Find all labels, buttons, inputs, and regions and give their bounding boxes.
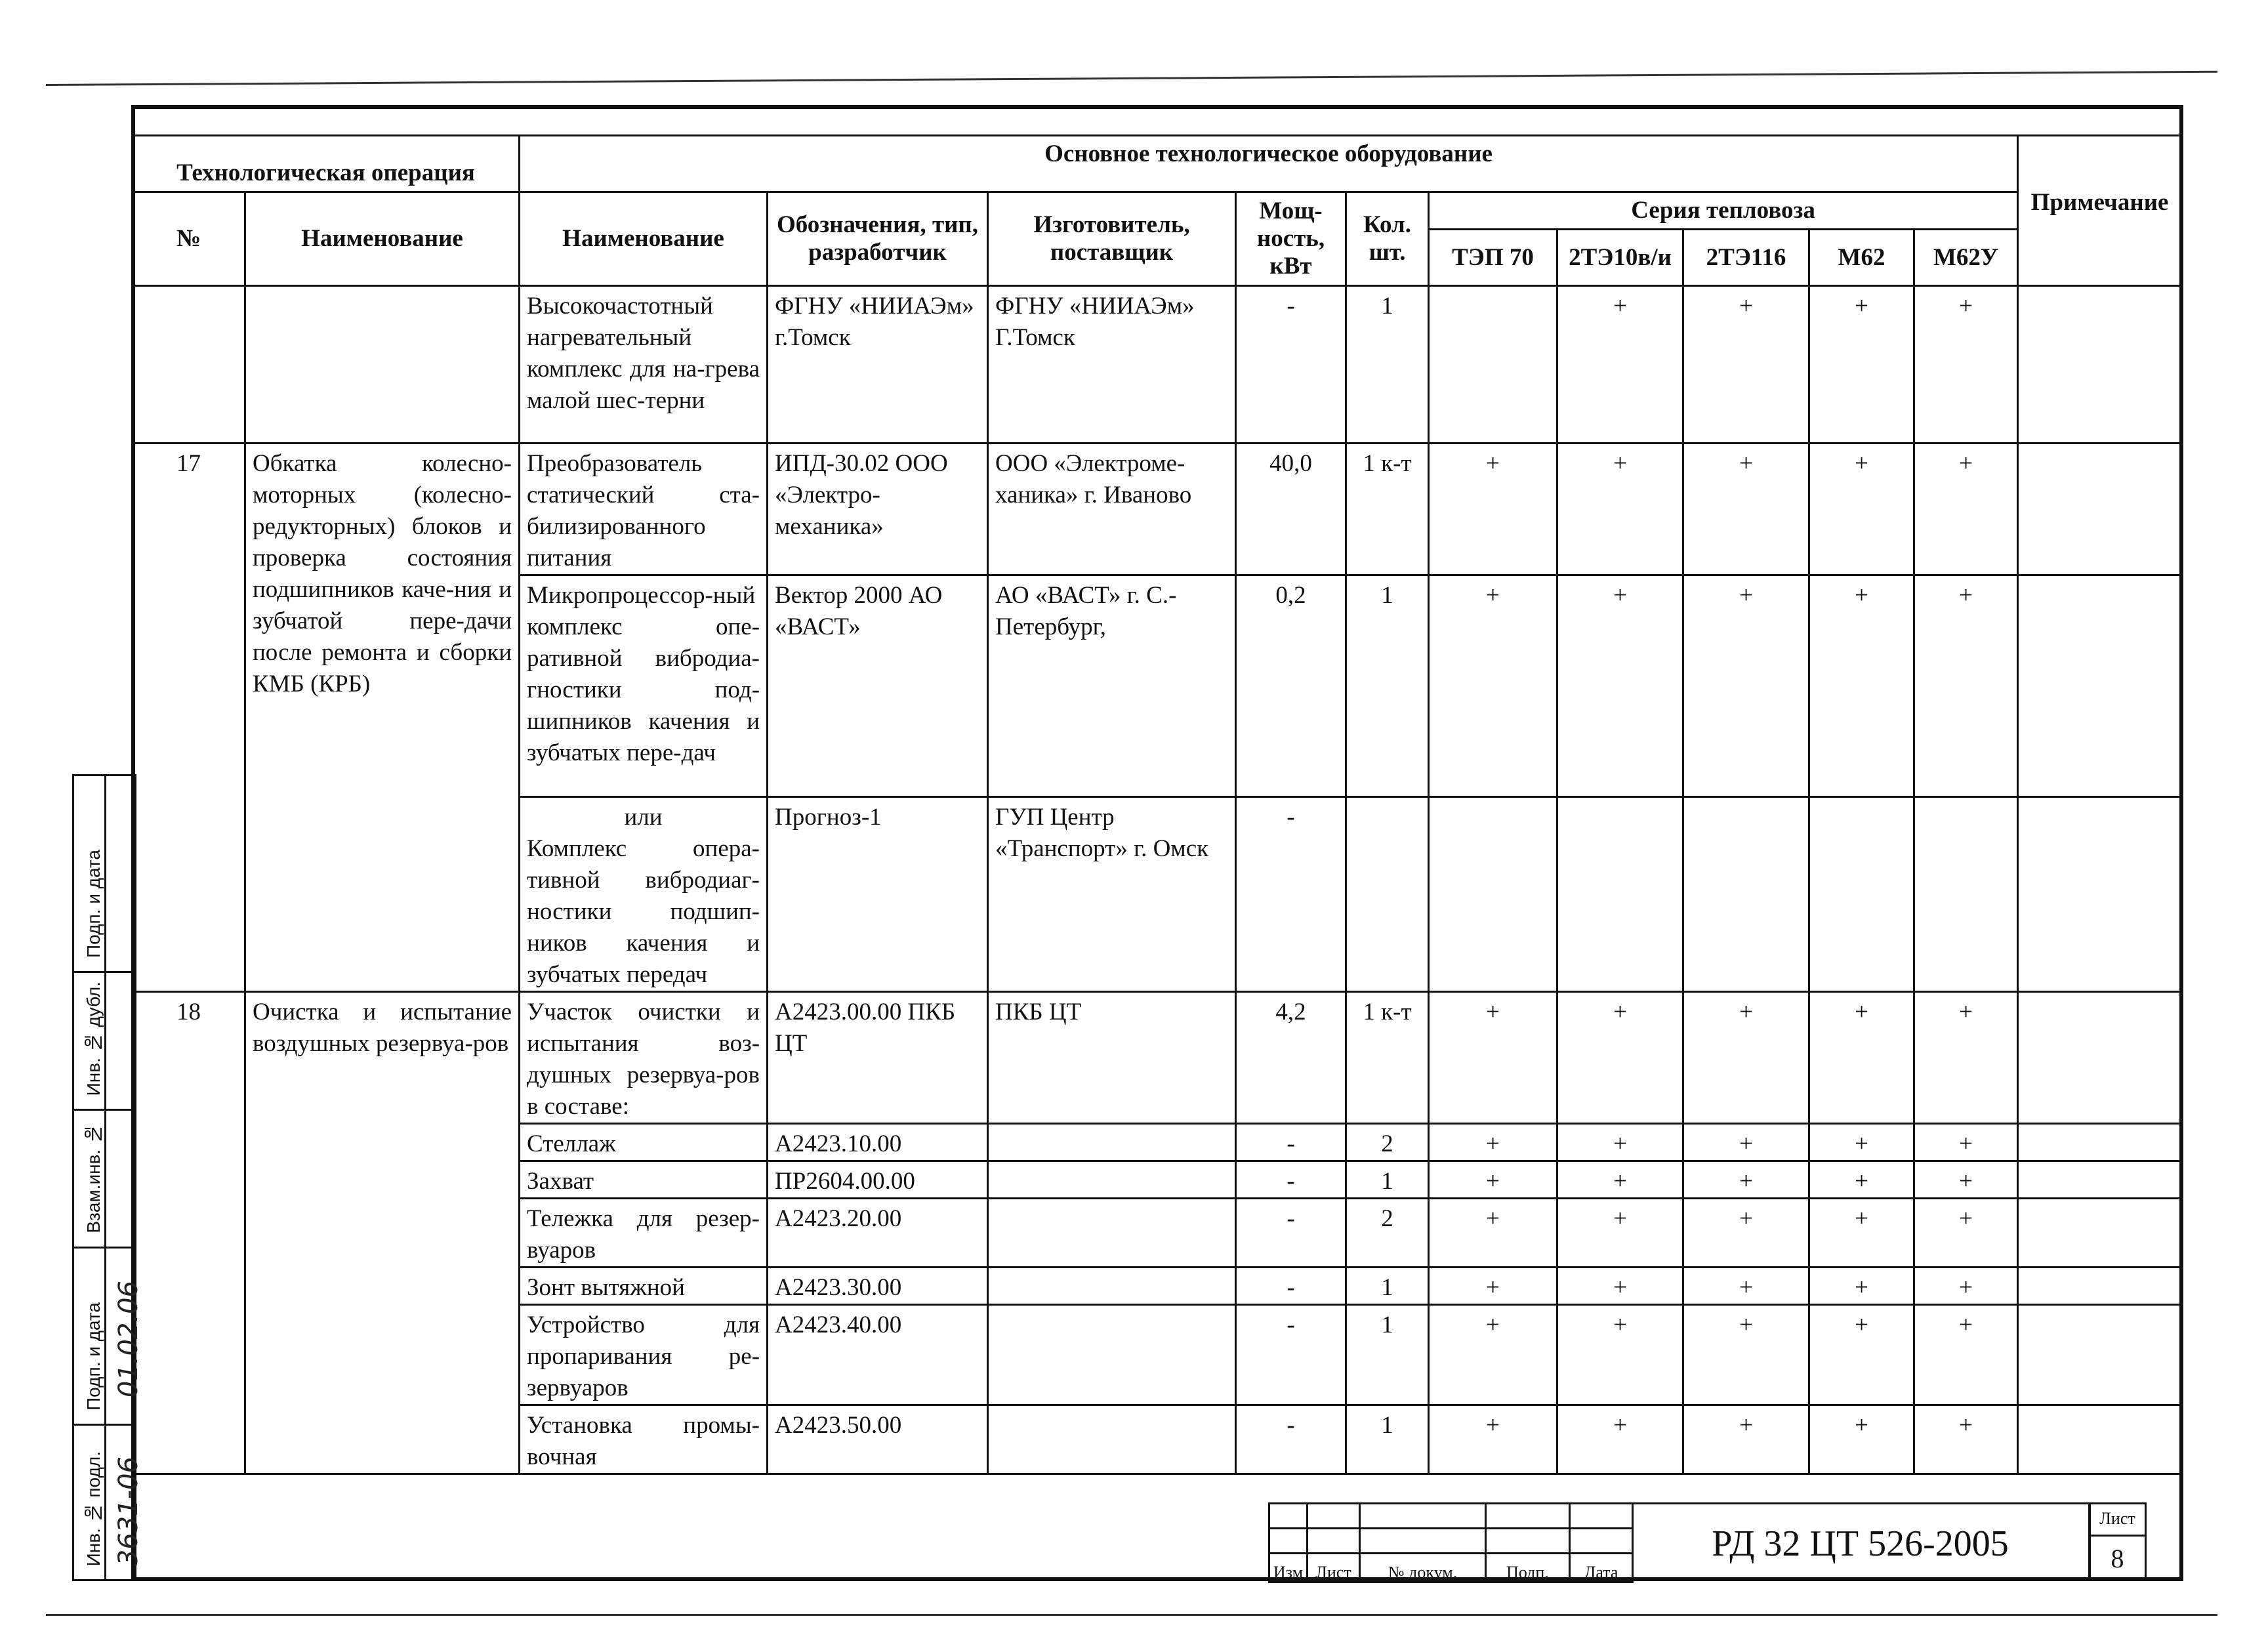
cell-des: А2423.40.00 [768, 1305, 988, 1405]
sheet-edge-top [46, 71, 2217, 86]
cell-des: А2423.00.00 ПКБ ЦТ [768, 992, 988, 1124]
cell-mark: + [1683, 1305, 1809, 1405]
cell-des: А2423.50.00 [768, 1405, 988, 1474]
cell-mark: + [1683, 1268, 1809, 1305]
cell-mark: + [1557, 1305, 1683, 1405]
header-op-name: Наименование [245, 192, 520, 286]
side-cell-podp [74, 1249, 144, 1426]
cell-mark [1683, 797, 1809, 992]
side-label-podp-data-top: Подп. и дата [83, 850, 104, 958]
cell-mark: + [1429, 992, 1557, 1124]
cell-op: Очистка и испытание воздушных резервуа-ров [245, 992, 520, 1474]
cell-eq: Установка промы-вочная [520, 1405, 768, 1474]
cell-mark: + [1557, 1161, 1683, 1199]
table-row [133, 992, 2182, 1124]
cell-mark: + [1429, 1305, 1557, 1405]
cell-no [133, 286, 245, 444]
cell-mark: + [1809, 1405, 1914, 1474]
cell-mark: + [1809, 1161, 1914, 1199]
cell-mark: + [1914, 1124, 2018, 1161]
cell-qty: 1 [1346, 1305, 1429, 1405]
cell-note [2018, 1405, 2182, 1474]
cell-eq-text: Комплекс опера-тивной вибродиаг-ностики подшип-ников качения и зубчатых передач [527, 835, 760, 988]
cell-mfr: ГУП Центр «Транспорт» г. Омск [988, 797, 1236, 992]
cell-mark: + [1809, 575, 1914, 797]
cell-mark: + [1683, 1199, 1809, 1268]
stamp-list: Лист [1308, 1554, 1360, 1582]
cell-note [2018, 444, 2182, 575]
cell-eq [520, 797, 768, 992]
cell-qty: 1 [1346, 575, 1429, 797]
cell-power: - [1236, 286, 1346, 444]
cell-eq: Тележка для резер-вуаров [520, 1199, 768, 1268]
cell-mark: + [1557, 1124, 1683, 1161]
cell-op [245, 286, 520, 444]
cell-note [2018, 286, 2182, 444]
document-designation: РД 32 ЦТ 526-2005 [1632, 1502, 2091, 1581]
cell-mark: + [1914, 1161, 2018, 1199]
cell-eq: Преобразователь статический ста-билизированного питания [520, 444, 768, 575]
side-cell-inv-dubl [74, 973, 134, 1111]
cell-eq: Устройство для пропаривания ре-зервуаров [520, 1305, 768, 1405]
cell-eq: Стеллаж [520, 1124, 768, 1161]
cell-mark: + [1914, 1405, 2018, 1474]
equipment-table [131, 134, 2183, 1475]
equipment-table-container [131, 134, 2181, 1475]
cell-mark: + [1683, 1405, 1809, 1474]
side-label-inv-dubl: Инв. № дубл. [83, 981, 104, 1096]
cell-mfr: АО «ВАСТ» г. С.-Петербург, [988, 575, 1236, 797]
cell-eq: Захват [520, 1161, 768, 1199]
cell-mfr [988, 1405, 1236, 1474]
cell-mark: + [1809, 1124, 1914, 1161]
sheet-number: 8 [2111, 1544, 2124, 1573]
cell-mark: + [1557, 1268, 1683, 1305]
cell-note [2018, 797, 2182, 992]
cell-mark: + [1557, 992, 1683, 1124]
cell-mark: + [1557, 1199, 1683, 1268]
header-tech-operation: Технологическая операция [133, 136, 520, 192]
sheet-box [2088, 1502, 2147, 1581]
cell-mark: + [1914, 1199, 2018, 1268]
cell-mark: + [1557, 575, 1683, 797]
cell-mark: + [1914, 575, 2018, 797]
or-label: или [624, 804, 663, 831]
cell-eq: Высокочастотный нагревательный комплекс для на-грева малой шес-терни [520, 286, 768, 444]
cell-mfr: ООО «Электроме-ханика» г. Иваново [988, 444, 1236, 575]
header-no: № [133, 192, 245, 286]
cell-power: - [1236, 1199, 1346, 1268]
table-row [133, 444, 2182, 575]
stamp-doc-no: № докум. [1360, 1554, 1486, 1582]
cell-mark: + [1809, 1268, 1914, 1305]
cell-mark: + [1429, 444, 1557, 575]
header-manufacturer: Изготовитель, поставщик [988, 192, 1236, 286]
title-block-grid [1268, 1502, 1634, 1583]
stamp-izm: Изм [1269, 1554, 1308, 1582]
header-eq-name: Наименование [520, 192, 768, 286]
cell-des: ФГНУ «НИИАЭм» г.Томск [768, 286, 988, 444]
cell-power: - [1236, 1405, 1346, 1474]
cell-mfr [988, 1161, 1236, 1199]
cell-mark: + [1429, 1124, 1557, 1161]
cell-power: 0,2 [1236, 575, 1346, 797]
cell-note [2018, 1268, 2182, 1305]
title-block [1268, 1502, 2183, 1581]
side-stamp-strip [72, 774, 144, 1581]
cell-eq: Участок очистки и испытания воз-душных резервуа-ров в составе: [520, 992, 768, 1124]
side-cell-podp-top [74, 776, 134, 973]
cell-power: - [1236, 1305, 1346, 1405]
cell-mark: + [1914, 1305, 2018, 1405]
cell-mark: + [1429, 1268, 1557, 1305]
cell-mfr [988, 1124, 1236, 1161]
header-loco-2te10: 2ТЭ10в/и [1557, 230, 1683, 286]
cell-qty: 1 [1346, 1161, 1429, 1199]
cell-mfr: ПКБ ЦТ [988, 992, 1236, 1124]
cell-note [2018, 575, 2182, 797]
side-label-podp-data: Подп. и дата [83, 1302, 104, 1411]
cell-note [2018, 1124, 2182, 1161]
cell-qty: 1 к-т [1346, 444, 1429, 575]
cell-qty [1346, 797, 1429, 992]
cell-mark: + [1914, 992, 2018, 1124]
signature-date: 01.02.06 [113, 1280, 144, 1397]
table-row [133, 286, 2182, 444]
cell-des: ПР2604.00.00 [768, 1161, 988, 1199]
header-power: Мощ-ность, кВт [1236, 192, 1346, 286]
cell-mark: + [1683, 1124, 1809, 1161]
cell-mark: + [1914, 444, 2018, 575]
cell-note [2018, 1199, 2182, 1268]
side-cell-vzam [74, 1111, 134, 1249]
cell-mark: + [1429, 1199, 1557, 1268]
cell-no: 17 [133, 444, 245, 992]
cell-des: А2423.20.00 [768, 1199, 988, 1268]
cell-mark [1429, 797, 1557, 992]
cell-mark: + [1809, 992, 1914, 1124]
header-note: Примечание [2018, 136, 2182, 286]
header-loco-tep70: ТЭП 70 [1429, 230, 1557, 286]
cell-note [2018, 992, 2182, 1124]
cell-qty: 1 [1346, 1268, 1429, 1305]
cell-mark: + [1809, 1199, 1914, 1268]
header-loco-m62u: М62У [1914, 230, 2018, 286]
cell-mark: + [1683, 286, 1809, 444]
cell-mark: + [1429, 1405, 1557, 1474]
cell-des: А2423.30.00 [768, 1268, 988, 1305]
cell-mfr [988, 1305, 1236, 1405]
cell-mark: + [1557, 286, 1683, 444]
stamp-podp: Подп. [1486, 1554, 1570, 1582]
cell-mark [1914, 797, 2018, 992]
cell-des: Прогноз-1 [768, 797, 988, 992]
cell-power: - [1236, 1161, 1346, 1199]
cell-power: - [1236, 797, 1346, 992]
cell-qty: 1 [1346, 286, 1429, 444]
cell-mark: + [1683, 1161, 1809, 1199]
cell-power: 4,2 [1236, 992, 1346, 1124]
cell-mark: + [1557, 444, 1683, 575]
side-cell-inv-podl [74, 1426, 144, 1579]
cell-des: ИПД-30.02 ООО «Электро-механика» [768, 444, 988, 575]
side-label-inv-podl: Инв. № подл. [83, 1451, 104, 1566]
sheet-edge-bottom [46, 1614, 2217, 1616]
cell-mark: + [1809, 444, 1914, 575]
cell-power: - [1236, 1268, 1346, 1305]
cell-mark [1557, 797, 1683, 992]
cell-mark: + [1809, 1305, 1914, 1405]
cell-eq: Микропроцессор-ный комплекс опе-ративной вибродиа-гностики под-шипников качения и зубчатых пере-дач [520, 575, 768, 797]
cell-eq: Зонт вытяжной [520, 1268, 768, 1305]
cell-mark: + [1429, 575, 1557, 797]
sheet-label: Лист [2090, 1504, 2145, 1537]
cell-mark: + [1914, 286, 2018, 444]
cell-mark: + [1429, 1161, 1557, 1199]
stamp-data: Дата [1570, 1554, 1633, 1582]
header-loco-m62: М62 [1809, 230, 1914, 286]
cell-op: Обкатка колесно-моторных (колесно-редукторных) блоков и проверка состояния подшипников каче-ния и зубчатой пере-дачи после ремонта и сборки КМБ (КРБ) [245, 444, 520, 992]
cell-qty: 1 к-т [1346, 992, 1429, 1124]
signature-inv-number: 3631-06 [113, 1456, 144, 1566]
cell-power: 40,0 [1236, 444, 1346, 575]
cell-mark: + [1557, 1405, 1683, 1474]
cell-note [2018, 1161, 2182, 1199]
cell-mark [1429, 286, 1557, 444]
cell-mark: + [1683, 444, 1809, 575]
header-qty: Кол. шт. [1346, 192, 1429, 286]
cell-mfr: ФГНУ «НИИАЭм» Г.Томск [988, 286, 1236, 444]
cell-note [2018, 1305, 2182, 1405]
side-label-vzam-inv: Взам.инв. № [83, 1124, 104, 1233]
cell-mfr [988, 1268, 1236, 1305]
cell-no: 18 [133, 992, 245, 1474]
header-main-equipment: Основное технологическое оборудование [520, 136, 2018, 192]
cell-des: Вектор 2000 АО «ВАСТ» [768, 575, 988, 797]
cell-mark: + [1914, 1268, 2018, 1305]
cell-qty: 2 [1346, 1124, 1429, 1161]
header-designation: Обозначения, тип, разработчик [768, 192, 988, 286]
cell-qty: 2 [1346, 1199, 1429, 1268]
cell-mark: + [1809, 286, 1914, 444]
cell-mark: + [1683, 575, 1809, 797]
cell-mark [1809, 797, 1914, 992]
header-series: Серия тепловоза [1429, 192, 2018, 230]
cell-mark: + [1683, 992, 1809, 1124]
cell-power: - [1236, 1124, 1346, 1161]
cell-qty: 1 [1346, 1405, 1429, 1474]
cell-des: А2423.10.00 [768, 1124, 988, 1161]
header-loco-2te116: 2ТЭ116 [1683, 230, 1809, 286]
cell-mfr [988, 1199, 1236, 1268]
